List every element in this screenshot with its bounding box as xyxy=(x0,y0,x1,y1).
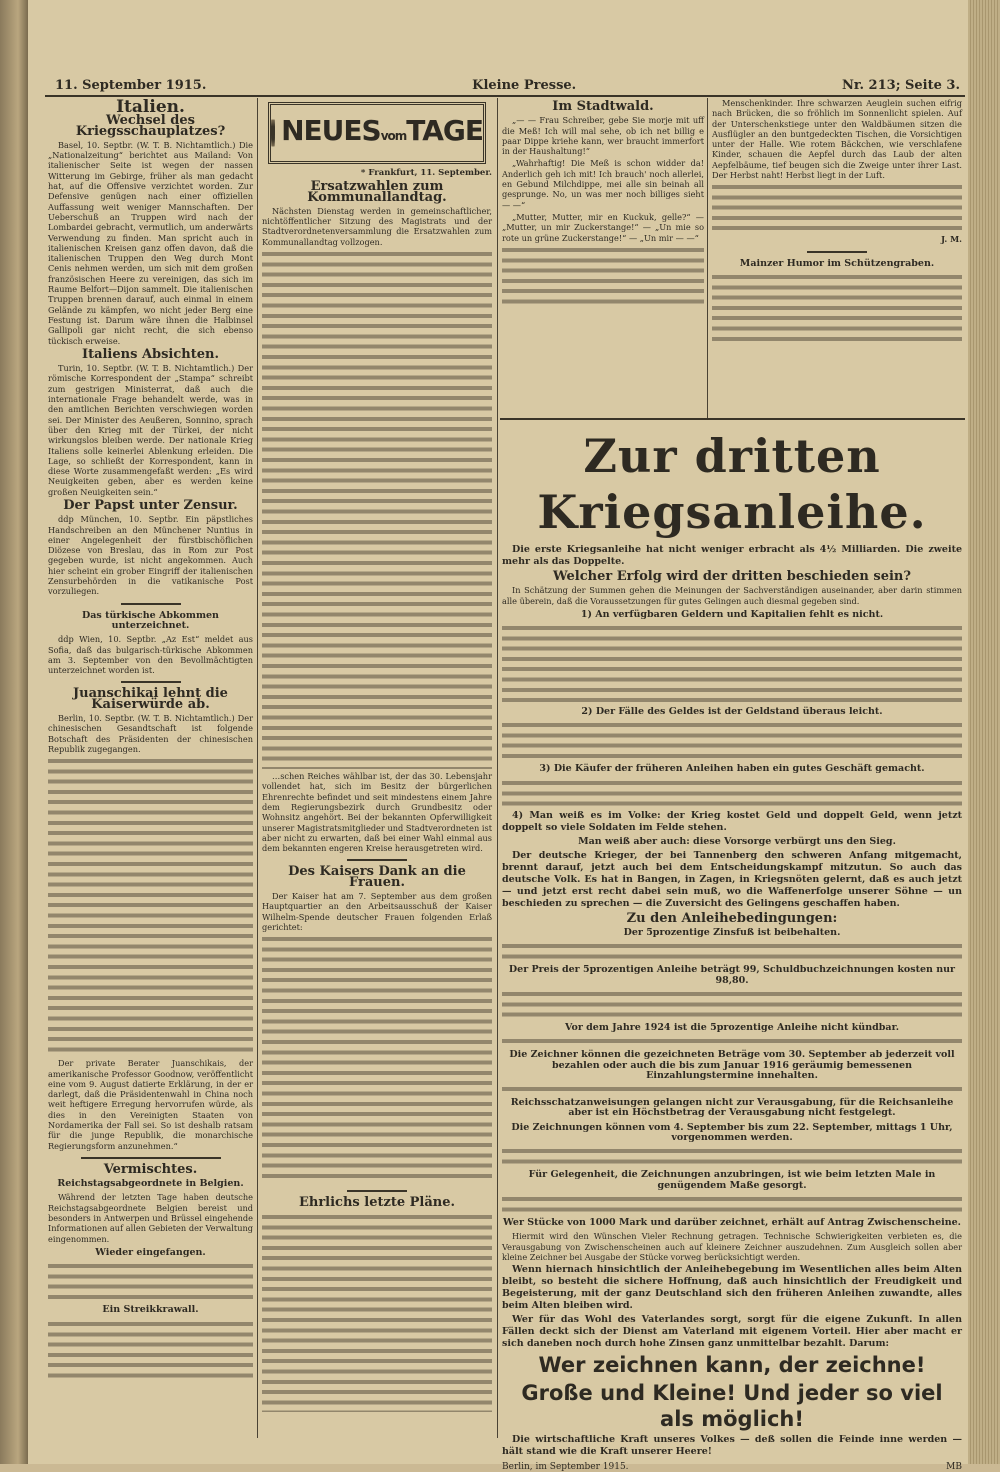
text-block xyxy=(502,1084,962,1094)
article-title: Des Kaisers Dank an die Frauen. xyxy=(288,864,466,890)
book-binding xyxy=(0,0,30,1464)
war-bond-announcement xyxy=(502,422,962,1472)
article-subtitle: Reichstagsabgeordnete in Belgien. xyxy=(57,1178,244,1190)
text-block xyxy=(712,272,962,342)
text-block xyxy=(502,1146,962,1166)
closing-text: Wer für das Wohl des Vaterlandes sorgt, sorgt für die eigene Zukunft. In allen Fällen deckt sich der Dienst am Vaterland mit eigenem Vorteil. Hier aber macht er sich daneben noch durch hohe Zinsen ganz unmittelbar bezahlt. Darum: xyxy=(502,1314,962,1350)
point-heading: 4) Man weiß es im Volke: der Krieg kostet Geld und doppelt Geld, wenn jetzt doppelt so viele Soldaten im Felde stehen. xyxy=(502,809,962,833)
article-title: Juanschikai lehnt die Kaiserwürde ab. xyxy=(73,686,228,712)
column-3 xyxy=(502,98,704,307)
separator xyxy=(807,251,867,253)
printer-mark: MB xyxy=(946,1462,962,1472)
text-block xyxy=(502,623,962,703)
article-title: Mainzer Humor im Schützengraben. xyxy=(739,257,935,269)
article-text: „— — Frau Schreiber, gebe Sie morje mit uff die Meß! Ich will mal sehe, ob ich net billig e paar Dippe kriehe kann, wer braucht immerfort in der Haushaltung!“ xyxy=(502,115,704,157)
column-2 xyxy=(262,98,492,1414)
column-divider xyxy=(497,98,498,1438)
call-to-action: Wer zeichnen kann, der zeichne! xyxy=(538,1353,926,1378)
article-title: Italiens Absichten. xyxy=(81,346,219,362)
text-block xyxy=(48,756,253,1056)
article-subtitle: Wechsel des Kriegsschauplatzes? xyxy=(75,113,226,139)
text-block xyxy=(48,1319,253,1379)
article-title: Ersatzwahlen zum Kommunallandtag. xyxy=(307,179,447,205)
header-page-number: Nr. 213; Seite 3. xyxy=(841,78,960,93)
page-edges xyxy=(968,0,1000,1464)
article-subtitle: Wieder eingefangen. xyxy=(95,1246,206,1258)
separator xyxy=(81,1157,221,1159)
point-heading: 3) Die Käufer der früheren Anleihen haben ein gutes Geschäft gemacht. xyxy=(539,763,925,775)
condition-item: Der Preis der 5prozentigen Anleihe beträgt 99, Schuldbuchzeichnungen kosten nur 98,80. xyxy=(508,964,956,986)
text-block xyxy=(48,1261,253,1301)
text-block xyxy=(502,720,962,760)
article-text: „Mutter, Mutter, mir en Kuckuk, gelle?“ — „Mutter, un mir Zuckerstange!“ — „Un mie so rote un grüne Zuckerstange!“ — „Un mir — —“ xyxy=(502,211,704,243)
article-subtitle: Ein Streikkrawall. xyxy=(102,1304,199,1316)
text-block xyxy=(502,941,962,961)
condition-item: Reichsschatzanweisungen gelangen nicht zur Verausgabung, für die Reichsanleihe aber ist ein Höchstbetrag der Verausgabung nicht festgelegt. xyxy=(510,1097,954,1119)
separator xyxy=(121,681,181,683)
condition-text: Hiermit wird den Wünschen Vieler Rechnung getragen. Technische Schwierigkeiten verbieten es, die Verausgabung von Zwischenscheinen auch auf kleinere Zeichner auszudehnen. Zum Ausgleich sollen aber kleine Zeichner bei Ausgabe der Stücke vorweg berücksichtigt werden. xyxy=(502,1231,962,1262)
condition-item: Der 5prozentige Zinsfuß ist beibehalten. xyxy=(623,927,841,939)
article-title: Vermischtes. xyxy=(103,1161,198,1177)
emphasis-text: Man weiß aber auch: diese Vorsorge verbürgt uns den Sieg. xyxy=(578,835,896,847)
article-text: Während der letzten Tage haben deutsche Reichstagsabgeordnete Belgien bereist und besonders in Antwerpen und Brüssel eingehende Informationen auf allen Gebieten der Verwaltung eingenommen. xyxy=(48,1192,253,1244)
header-paper-name: Kleine Presse. xyxy=(472,78,577,93)
text-block xyxy=(502,989,962,1019)
point-heading: 1) An verfügbaren Geldern und Kapitalien fehlt es nicht. xyxy=(580,608,884,620)
condition-item: Vor dem Jahre 1924 ist die 5prozentige Anleihe nicht kündbar. xyxy=(564,1021,900,1033)
condition-item: Für Gelegenheit, die Zeichnungen anzubringen, ist wie beim letzten Male in genügendem Maße gesorgt. xyxy=(528,1169,936,1191)
lead-text: Die erste Kriegsanleihe hat nicht weniger erbracht als 4½ Milliarden. Die zweite mehr als das Doppelte. xyxy=(502,544,962,567)
author-signature: J. M. xyxy=(941,234,962,245)
article-text: Menschenkinder. Ihre schwarzen Aeuglein suchen eifrig nach Brücken, die so fröhlich im Sonnenlicht spielen. Auf der Unterschenkstiege unter den Waldbäumen sitzen die Ausflügler an den buntgedeckten Tischen, die Vorsichtigen unter der Halle. Wie rotem Bäckchen, wie verschlafene Kinder, schauen die Aepfel durch das Laub der alten Aepfelbäume, tief beugen sich die Zweige unter ihrer Last. Der Herbst naht! Herbst liegt in der Luft. xyxy=(712,98,962,181)
header-date: 11. September 1915. xyxy=(55,78,207,93)
text-block xyxy=(712,182,962,232)
point-heading: 2) Der Fälle des Geldes ist der Geldstand überaus leicht. xyxy=(581,706,883,718)
section-question: Welcher Erfolg wird der dritten beschieden sein? xyxy=(553,569,911,584)
text-block xyxy=(262,934,492,1184)
article-text: Der Kaiser hat am 7. September aus dem großen Hauptquartier an den Arbeitsausschuß der Kaiser Wilhelm-Spende deutscher Frauen folgenden Erlaß gerichtet: xyxy=(262,891,492,932)
text-block xyxy=(502,778,962,808)
condition-item: Die Zeichnungen können vom 4. September bis zum 22. September, mittags 1 Uhr, vorgenommen werden. xyxy=(511,1121,953,1144)
final-statement: Die wirtschaftliche Kraft unseres Volkes — deß sollen die Feinde inne werden — hält stand wie die Kraft unserer Heere! xyxy=(502,1434,962,1458)
article-text: ddp Wien, 10. Septbr. „Az Est“ meldet aus Sofia, daß das bulgarisch-türkische Abkommen am 3. September von den Bevollmächtigten unterzeichnet worden ist. xyxy=(48,634,253,676)
separator xyxy=(347,1190,407,1192)
article-text: Der private Berater Juanschikais, der amerikanische Professor Goodnow, veröffentlicht eine vom 9. August datierte Erklärung, in der er darlegt, daß die Präsidentenwahl in China noch weit heftigere Erregung hervorrufen würde, als dies in den Vereinigten Staaten von Nordamerika der Fall sei. So ist deshalb ratsam für die junge Republik, die monarchische Regierungsform anzunehmen.“ xyxy=(48,1058,253,1151)
intro-text: In Schätzung der Summen gehen die Meinungen der Sachverständigen auseinander, aber darin stimmen alle überein, daß die Voraussetzungen für gutes Gelingen auch diesmal gegeben sind. xyxy=(502,585,962,606)
text-block xyxy=(262,249,492,769)
article-title: Das türkische Abkommen unterzeichnet. xyxy=(82,609,219,631)
article-title: Italien. xyxy=(116,97,185,117)
article-text: ddp München, 10. Septbr. Ein päpstliches Handschreiben an den Münchener Nuntius in einer Angelegenheit der fürstbischöflichen Diözese von Breslau, das in Rom zur Post gegeben wurde, ist nicht angekommen. Auch hier scheint ein grober Eingriff der italienischen Zensurbehörden in die vatikanische Post vorzuliegen. xyxy=(48,514,253,597)
eagle-emblem-icon xyxy=(271,111,275,155)
page-header xyxy=(55,78,960,93)
text-block xyxy=(262,1212,492,1412)
dateline: * Frankfurt, 11. September. xyxy=(360,168,492,178)
column-divider xyxy=(707,98,708,418)
conditions-heading: Zu den Anleihebedingungen: xyxy=(626,910,838,926)
text-block xyxy=(502,245,704,305)
call-to-action: Große und Kleine! Und jeder so viel als möglich! xyxy=(521,1381,943,1432)
emphasis-text: Der deutsche Krieger, der bei Tannenberg den schweren Anfang mitgemacht, brennt darauf, jetzt auch bei dem Entscheidungskampf mitzutun. So auch das deutsche Volk. Es hat in Bangen, in Zagen, in Kriegsnöten gelernt, daß es auch jetzt — und jetzt erst recht dabei sein muß, wo die Waffenerfolge unserer Söhne — un beschieden zu sprechen — die Zuversicht des Gelingens geschaffen haben. xyxy=(502,849,962,909)
main-headline: Zur dritten Kriegsanleihe. xyxy=(537,429,927,539)
article-text: „Wahrhaftig! Die Meß is schon widder da! Anderlich geh ich mit! Ich brauch' noch allerlei, en Gebund Milchdippe, mei alle sin beinah all gesprunge. No, un was mer noch billiges sieht — —“ xyxy=(502,158,704,210)
article-text: …schen Reiches wählbar ist, der das 30. Lebensjahr vollendet hat, sich im Besitz der bürgerlichen Ehrenrechte befindet und seit mindestens einem Jahre dem Regierungsbezirk durch Grundbesitz oder Wohnsitz angehört. Bei der bekannten Opferwilligkeit unserer Magistratsmitglieder und Stadtverordneten ist aber nicht zu erwarten, daß bei einer Wahl einmal aus dem bekannten engeren Kreise herausgetreten wird. xyxy=(262,771,492,854)
column-1 xyxy=(48,98,253,1381)
article-text: Basel, 10. Septbr. (W. T. B. Nichtamtlich.) Die „Nationalzeitung“ berichtet aus Mailand: Von italienischer Seite ist wegen der nassen Witterung im Gebirge, früher als man gedacht hat, auf die Offensive verzichtet worden. Zur Defensive genügen nach einer offiziellen Auffassung weit weniger Mannschaften. Der Ueberschuß an Truppen wird nach der Lombardei gebracht, vermutlich, um anderwärts Verwendung zu finden. Man spricht auch in italienischen Kreisen ganz offen davon, daß die italienischen Truppen den Weg durch Mont Cenis nehmen werden, um sich mit dem großen französischen Heere zu vereinigen, das sich im Raume Belfort—Dijon sammelt. Die italienischen Truppen brennen darauf, auch einmal in einem Gelände zu kämpfen, wo nicht jeder Berg eine Festung ist. Darum wäre ihnen die Halbinsel Gallipoli gar nicht recht, die sich ebenso tückisch erweise. xyxy=(48,139,253,346)
article-text: Nächsten Dienstag werden in gemeinschaftlicher, nichtöffentlicher Sitzung des Magistrats und der Stadtverordnetenversammlung die Ersatzwahlen zum Kommunallandtag vollzogen. xyxy=(262,205,492,247)
separator xyxy=(347,859,407,861)
section-rule xyxy=(500,418,965,420)
article-text: Berlin, 10. Septbr. (W. T. B. Nichtamtlich.) Der chinesischen Gesandtschaft ist folgende Botschaft des Präsidenten der chinesischen Republik zugegangen. xyxy=(48,713,253,754)
article-title: Ehrlichs letzte Pläne. xyxy=(298,1195,456,1211)
article-title: Im Stadtwald. xyxy=(552,99,654,114)
article-text: Turin, 10. Septbr. (W. T. B. Nichtamtlich.) Der römische Korrespondent der „Stampa“ schreibt zum gestrigen Ministerrat, daß auch die internationale Frage behandelt werde, was in den amtlichen Berichten verschwiegen worden sei. Der Minister des Aeußeren, Sonnino, sprach über den Krieg mit der Türkei, der nicht wirkungslos bleiben werde. Der nationale Krieg Italiens solle keinerlei Ablenkung erleiden. Die Lage, so schließt der Korrespondent, kann in diese Worte zusammengefaßt werden: „Es wird Neuigkeiten geben, aber es werden keine großen Neuigkeiten sein.“ xyxy=(48,363,253,497)
column-4 xyxy=(712,98,962,344)
article-title: Der Papst unter Zensur. xyxy=(63,497,238,513)
neues-vom-tage-logo: NEUESvomTAGE xyxy=(268,102,486,164)
text-block xyxy=(502,1036,962,1046)
text-block xyxy=(502,1194,962,1214)
place-date: Berlin, im September 1915. xyxy=(502,1462,629,1472)
column-divider xyxy=(257,98,258,1438)
closing-text: Wenn hiernach hinsichtlich der Anleihebegebung im Wesentlichen alles beim Alten bleibt, so besteht die sichere Hoffnung, daß auch hinsichtlich der Freudigkeit und Begeisterung, mit der ganz Deutschland sich den früheren Anleihen zuwandte, alles beim Alten bleiben wird. xyxy=(502,1264,962,1312)
condition-item: Wer Stücke von 1000 Mark und darüber zeichnet, erhält auf Antrag Zwischenscheine. xyxy=(503,1216,961,1228)
separator xyxy=(121,603,181,605)
condition-item: Die Zeichner können die gezeichneten Beträge vom 30. September ab jederzeit voll bezahlen oder auch die bis zum Januar 1916 geräumig bemessenen Einzahlungstermine innehalten. xyxy=(509,1049,955,1081)
